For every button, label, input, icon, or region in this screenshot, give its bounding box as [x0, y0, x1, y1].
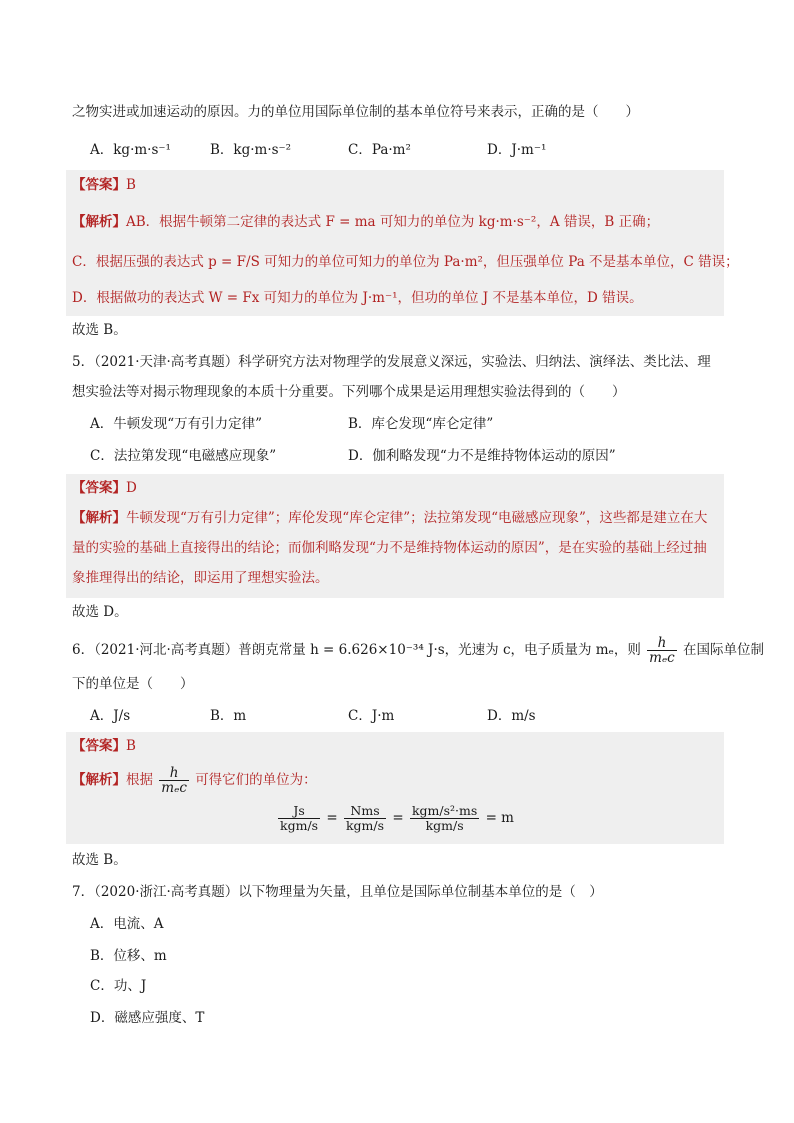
q5-option-d[interactable]: D．伽利略发现“力不是维持物体运动的原因” [348, 448, 616, 464]
q6-analysis-line: 【解析】根据 $\frac{h}{\text{mₑc}}$ 可得它们的单位为： [72, 765, 317, 796]
q4-conclusion: 故选 B。 [72, 322, 127, 338]
q6-answer-block [66, 732, 724, 844]
q6-option-b[interactable]: B．m [210, 708, 247, 724]
q6-conclusion: 故选 B。 [72, 852, 127, 868]
q6-option-a[interactable]: A．J/s [90, 708, 131, 724]
q4-option-a[interactable]: A．kg·m·s⁻¹ [90, 142, 171, 158]
q4-option-d[interactable]: D．J·m⁻¹ [487, 142, 547, 158]
q6-stem-line-2: 下的单位是（ ） [72, 676, 194, 692]
q6-stem-line-1: 6．（2021·河北·高考真题）普朗克常量 h = 6.626×10⁻³⁴ J·s，光速为 c，电子质量为 mₑ，则 $\frac{h}{\text{mₑc}}$ 在国际单位制 [72, 635, 765, 666]
q6-option-c[interactable]: C．J·m [348, 708, 395, 724]
q4-analysis-line-1: 【解析】AB．根据牛顿第二定律的表达式 F = ma 可知力的单位为 kg·m·s⁻²，A 错误，B 正确； [72, 214, 660, 230]
q6-stem-fraction: $\frac{h}{\text{mₑc}}$ [649, 635, 675, 666]
q5-answer-block [66, 474, 724, 598]
q5-option-b[interactable]: B．库仑发现“库仑定律” [348, 416, 494, 432]
q7-option-b[interactable]: B．位移、m [90, 948, 167, 964]
q6-option-d[interactable]: D．m/s [487, 708, 536, 724]
q4-answer: 【答案】B [72, 177, 136, 193]
q7-option-c[interactable]: C．功、J [90, 978, 147, 994]
q6-analysis-fraction: $\frac{h}{\text{mₑc}}$ [161, 765, 187, 796]
q7-stem: 7．（2020·浙江·高考真题）以下物理量为矢量，且单位是国际单位制基本单位的是（ ） [72, 884, 603, 900]
q4-analysis-line-3: D．根据做功的表达式 W = Fx 可知力的单位为 J·m⁻¹，但功的单位 J 不是基本单位，D 错误。 [72, 290, 643, 306]
q5-stem-line-1: 5．（2021·天津·高考真题）科学研究方法对物理学的发展意义深远，实验法、归纳法、演绎法、类比法、理 [72, 354, 711, 370]
q5-conclusion: 故选 D。 [72, 604, 128, 620]
q5-analysis-line-2: 量的实验的基础上直接得出的结论；而伽利略发现“力不是维持物体运动的原因”，是在实验的基础上经过抽 [72, 540, 707, 556]
q5-option-c[interactable]: C．法拉第发现“电磁感应现象” [90, 448, 277, 464]
q4-answer-block [66, 170, 739, 316]
q4-stem: 之物实进或加速运动的原因。力的单位用国际单位制的基本单位符号来表示，正确的是（ ） [72, 104, 639, 120]
q5-stem-line-2: 想实验法等对揭示物理现象的本质十分重要。下列哪个成果是运用理想实验法得到的（ ） [72, 384, 626, 400]
q7-option-d[interactable]: D．磁感应强度、T [90, 1010, 205, 1026]
q4-option-b[interactable]: B．kg·m·s⁻² [210, 142, 292, 158]
q4-option-c[interactable]: C．Pa·m² [348, 142, 411, 158]
q7-option-a[interactable]: A．电流、A [90, 916, 164, 932]
q5-analysis-line-3: 象推理得出的结论，即运用了理想实验法。 [72, 570, 329, 586]
q6-answer: 【答案】B [72, 738, 136, 754]
q5-answer: 【答案】D [72, 480, 137, 496]
q4-analysis-line-2: C．根据压强的表达式 p = F/S 可知力的单位可知力的单位为 Pa·m²，但压强单位 Pa 不是基本单位，C 错误； [72, 254, 739, 270]
q5-analysis-line-1: 【解析】牛顿发现“万有引力定律”；库伦发现“库仑定律”；法拉第发现“电磁感应现象”，这些都是建立在大 [72, 510, 708, 526]
q6-unit-equation: $\frac{Js}{\text{kgm/s}}$ = $\frac{\text{Nms}}{\text{kgm/s}}$ = $\frac{\text{kgm/s²·ms}}{\text{kgm/s}}$ = m [280, 803, 514, 833]
q5-option-a[interactable]: A．牛顿发现“万有引力定律” [90, 416, 263, 432]
